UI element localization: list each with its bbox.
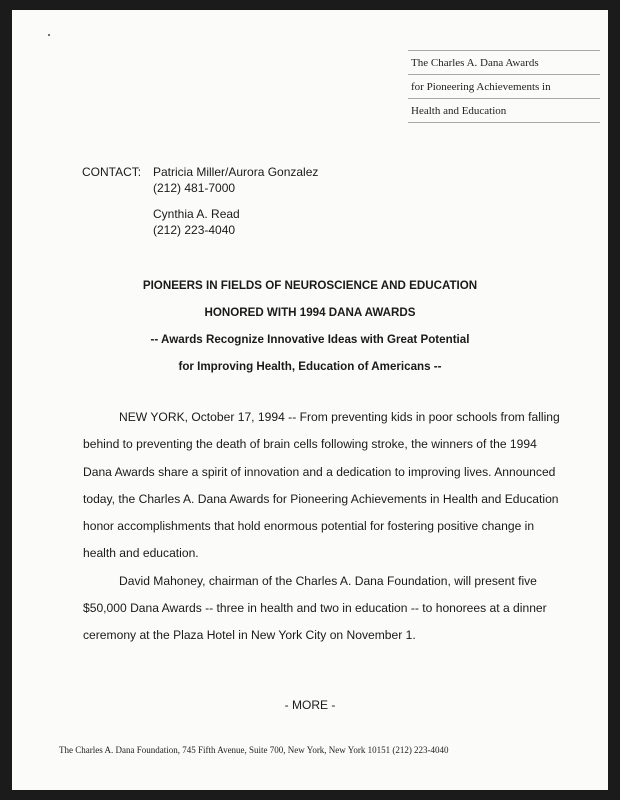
contact-person bbox=[153, 164, 393, 196]
contact-label: CONTACT: bbox=[82, 165, 142, 179]
headline-line: PIONEERS IN FIELDS OF NEUROSCIENCE AND EDUCATION bbox=[142, 279, 478, 292]
headline-block bbox=[12, 272, 608, 380]
body-paragraph: David Mahoney, chairman of the Charles A. Dana Foundation, will present five $50,000 Dana Awards -- three in health and two in education -- to honorees at a dinner ceremony at the Plaza Hotel in New York City on November 1. bbox=[83, 573, 547, 643]
footer-address: The Charles A. Dana Foundation, 745 Fifth Avenue, Suite 700, New York, New York 10151 (212) 223-4040 bbox=[59, 745, 449, 755]
speck-mark bbox=[48, 34, 50, 36]
letterhead-line: for Pioneering Achievements in bbox=[408, 74, 600, 98]
contact-phone: (212) 481-7000 bbox=[153, 181, 236, 195]
document-page bbox=[12, 10, 608, 790]
body-text bbox=[83, 404, 563, 650]
subheadline-line: -- Awards Recognize Innovative Ideas with Great Potential bbox=[150, 333, 470, 346]
body-paragraph: NEW YORK, October 17, 1994 -- From preventing kids in poor schools from falling behind to preventing the death of brain cells following stroke, the winners of the 1994 Dana Awards share a spirit of innovation and a dedication to improving lives. Announced today, the Charles A. Dana Awards for Pioneering Achievements in Health and Education honor accomplishments that hold enormous potential for fostering positive change in health and education. bbox=[83, 410, 560, 561]
letterhead-line: Health and Education bbox=[408, 98, 600, 122]
contact-person bbox=[153, 206, 393, 238]
contact-people bbox=[153, 164, 393, 248]
letterhead-line: The Charles A. Dana Awards bbox=[408, 50, 600, 74]
headline-line: HONORED WITH 1994 DANA AWARDS bbox=[204, 306, 416, 319]
contact-name: Cynthia A. Read bbox=[153, 207, 240, 221]
letterhead bbox=[408, 50, 600, 123]
more-marker: - MORE - bbox=[284, 698, 336, 712]
subheadline-line: for Improving Health, Education of Americans -- bbox=[178, 360, 442, 373]
contact-phone: (212) 223-4040 bbox=[153, 223, 236, 237]
contact-name: Patricia Miller/Aurora Gonzalez bbox=[153, 165, 319, 179]
